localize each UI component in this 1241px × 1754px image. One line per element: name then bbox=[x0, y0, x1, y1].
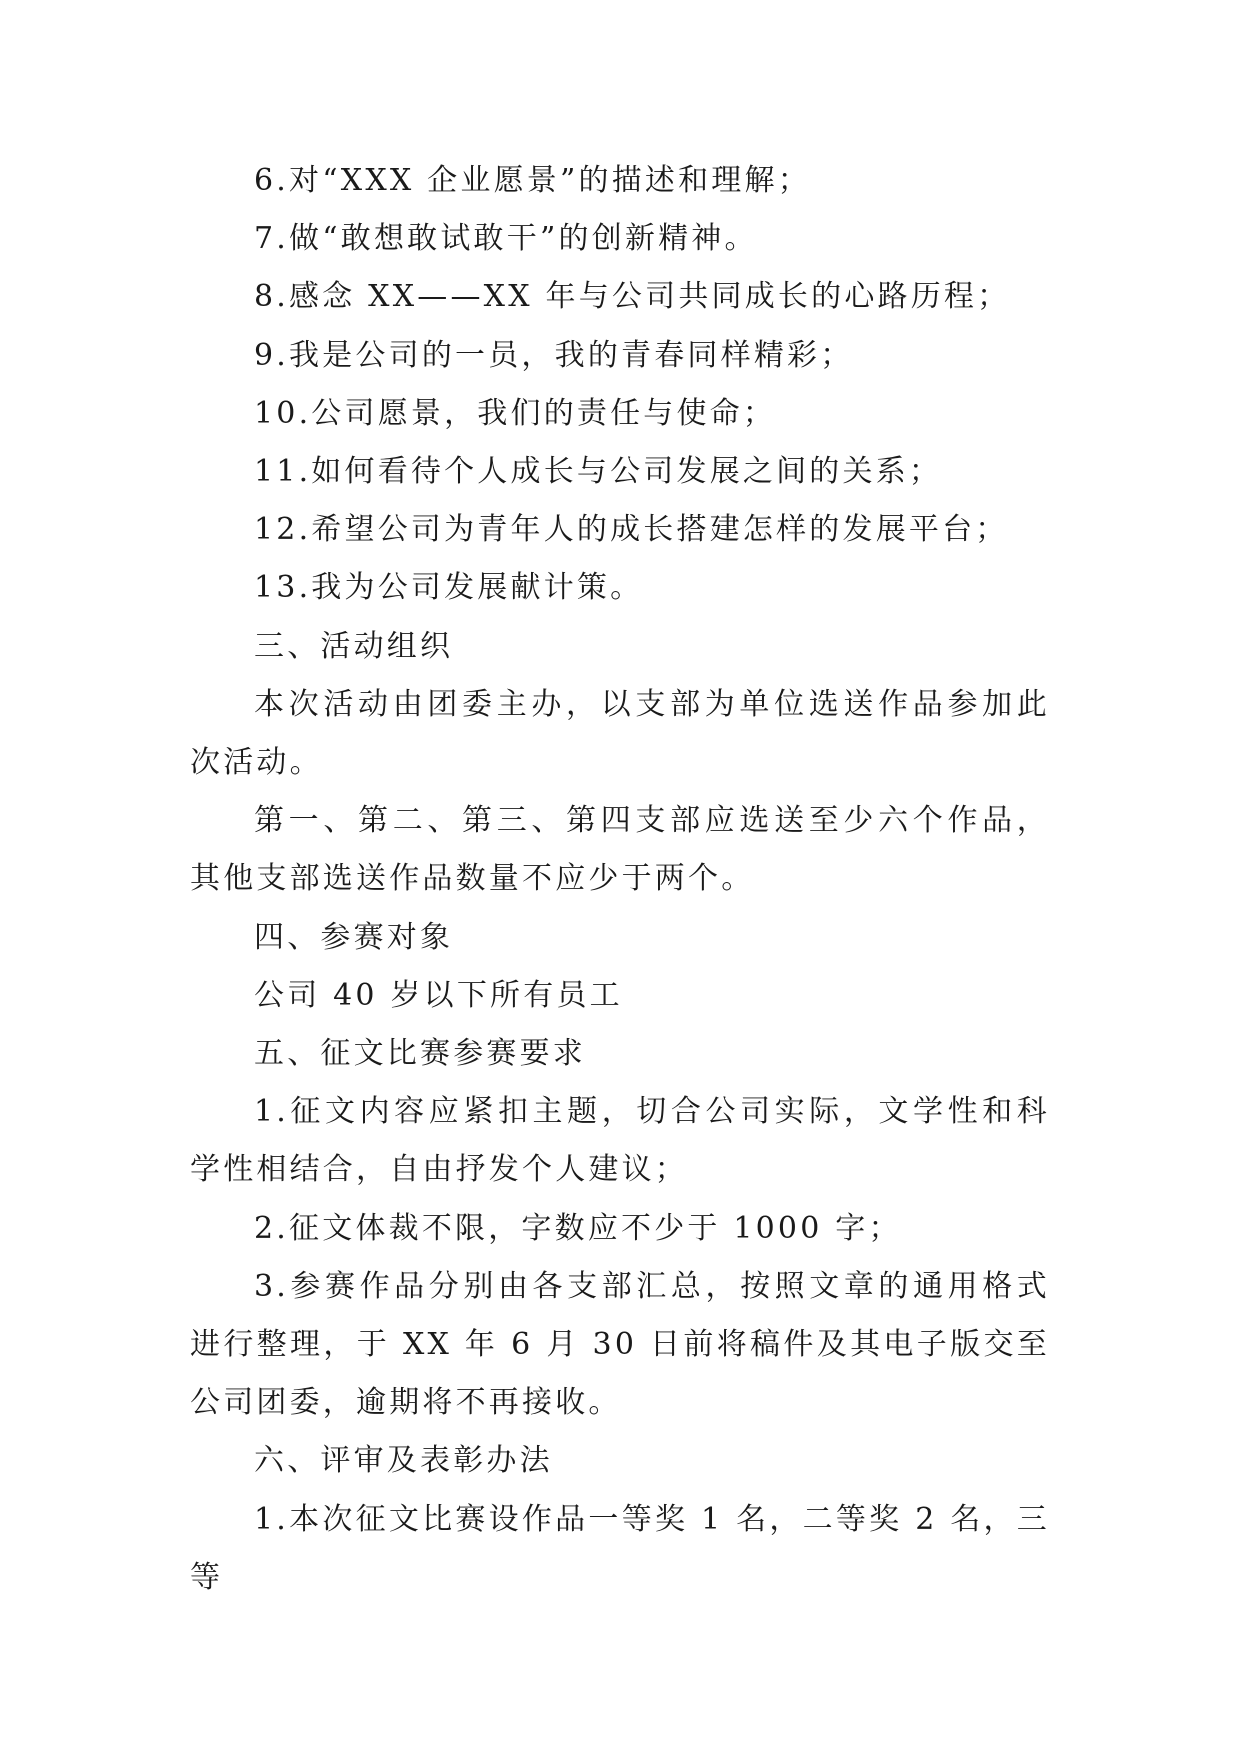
paragraph: 第一、第二、第三、第四支部应选送至少六个作品，其他支部选送作品数量不应少于两个。 bbox=[190, 803, 1050, 897]
paragraph: 2.征文体裁不限，字数应不少于 1000 字； bbox=[254, 1210, 902, 1246]
paragraph: 1.本次征文比赛设作品一等奖 1 名，二等奖 2 名，三等 bbox=[190, 1501, 1050, 1595]
section-heading: 五、征文比赛参赛要求 bbox=[254, 1036, 586, 1072]
paragraph: 9.我是公司的一员，我的青春同样精彩； bbox=[254, 337, 854, 373]
paragraph: 12.希望公司为青年人的成长搭建怎样的发展平台； bbox=[254, 512, 1009, 548]
section-heading: 四、参赛对象 bbox=[254, 919, 454, 955]
section-heading: 六、评审及表彰办法 bbox=[254, 1443, 553, 1479]
paragraph: 11.如何看待个人成长与公司发展之间的关系； bbox=[254, 454, 943, 490]
paragraph: 8.感念 XX——XX 年与公司共同成长的心路历程； bbox=[254, 279, 1011, 315]
paragraph: 1.征文内容应紧扣主题，切合公司实际，文学性和科学性相结合，自由抒发个人建议； bbox=[190, 1094, 1050, 1188]
paragraph: 7.做“敢想敢试敢干”的创新精神。 bbox=[254, 221, 758, 257]
paragraph: 13.我为公司发展献计策。 bbox=[254, 570, 644, 606]
paragraph: 3.参赛作品分别由各支部汇总，按照文章的通用格式进行整理，于 XX 年 6 月 30 日前将稿件及其电子版交至公司团委，逾期将不再接收。 bbox=[190, 1268, 1050, 1421]
paragraph: 6.对“XXX 企业愿景”的描述和理解； bbox=[254, 163, 811, 198]
paragraph: 10.公司愿景，我们的责任与使命； bbox=[254, 395, 777, 431]
document-body bbox=[190, 152, 1050, 1607]
section-heading: 三、活动组织 bbox=[254, 628, 454, 664]
paragraph: 本次活动由团委主办，以支部为单位选送作品参加此次活动。 bbox=[190, 686, 1050, 781]
paragraph: 公司 40 岁以下所有员工 bbox=[254, 977, 623, 1013]
